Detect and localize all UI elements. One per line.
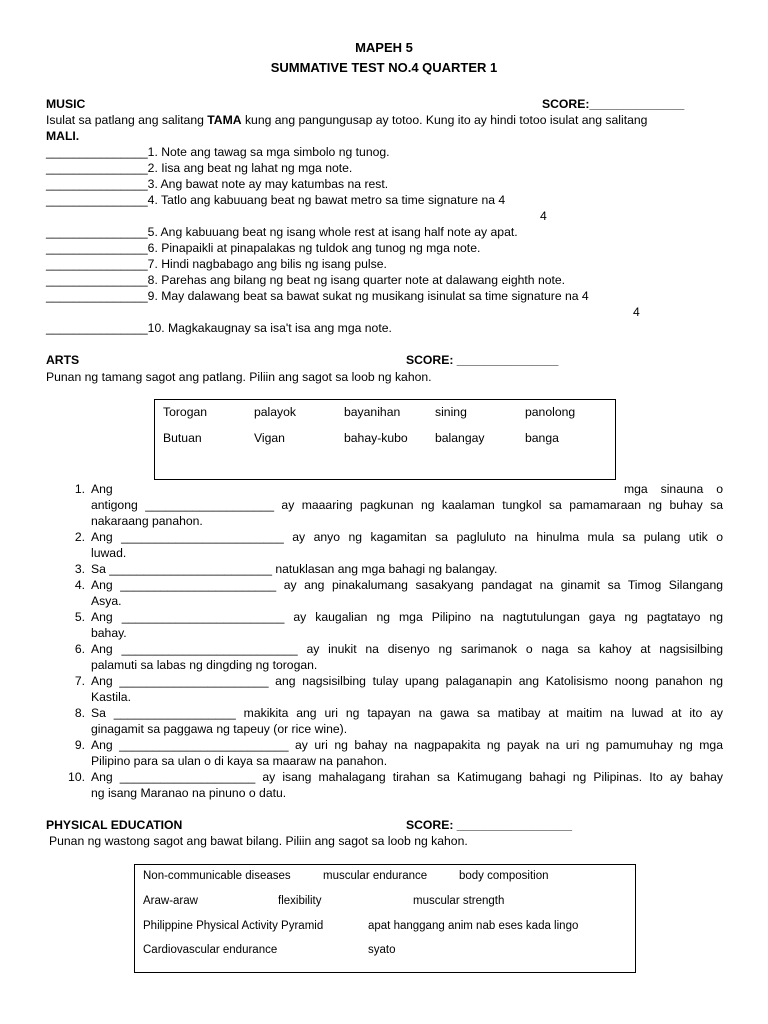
music-item-8: _______________8. Parehas ang bilang ng beat ng isang quarter note at dalawang eighth note. [46, 273, 566, 287]
pe-instruction: Punan ng wastong sagot ang bawat bilang. Piliin ang sagot sa loob ng kahon. [49, 834, 468, 848]
arts-item-7-line1: Ang ______________________ ang nagsisilbing tulay upang palaganapin ang Katolisismo noong panahon ng [91, 674, 723, 688]
arts-choice: palayok [254, 405, 297, 419]
arts-choice: bahay-kubo [344, 431, 408, 445]
arts-item-8-line1: Sa __________________ makikita ang uri ng tapayan na gawa sa matibay at maitim na luwad at ito ay [91, 706, 723, 720]
arts-item-8-line2: ginagamit sa paggawa ng tapeuy (or rice wine). [91, 722, 348, 736]
arts-item-number: 7. [74, 674, 85, 688]
arts-item-1-line3: nakaraang panahon. [91, 514, 203, 528]
arts-choice: Vigan [254, 431, 285, 445]
arts-item-number: 9. [74, 738, 85, 752]
arts-item-1-start: Ang [91, 482, 113, 496]
arts-item-5-line2: bahay. [91, 626, 127, 640]
arts-choice: panolong [525, 405, 576, 419]
pe-choice: Cardiovascular endurance [143, 944, 278, 956]
arts-choice: sining [435, 405, 467, 419]
pe-choice: syato [368, 944, 396, 956]
arts-item-6-line2: palamuti sa labas ng dingding ng torogan. [91, 658, 318, 672]
music-item-9-denominator: 4 [633, 305, 640, 319]
music-score: SCORE:______________ [542, 97, 685, 111]
arts-item-number: 3. [74, 562, 85, 576]
music-instruction-text: Isulat sa patlang ang salitang [46, 113, 208, 127]
arts-item-number: 2. [74, 530, 85, 544]
arts-item-10-line2: ng isang Maranao na pinuno o datu. [91, 786, 287, 800]
arts-score: SCORE: _______________ [406, 353, 559, 367]
arts-item-4-line2: Asya. [91, 594, 122, 608]
arts-item-6-line1: Ang __________________________ ay inukit na disenyo ng sarimanok o naga sa kahoy at nagsisilbing [91, 642, 723, 656]
music-instruction-text-b: kung ang pangungusap ay totoo. Kung ito ay hindi totoo isulat ang salitang [241, 113, 648, 127]
pe-choice: Philippine Physical Activity Pyramid [143, 920, 324, 932]
music-item-6: _______________6. Pinapaikli at pinapalakas ng tuldok ang tunog ng mga note. [46, 241, 481, 255]
arts-choice: balangay [435, 431, 485, 445]
pe-choice: flexibility [278, 895, 322, 907]
arts-item-2-line1: Ang ________________________ ay anyo ng kagamitan sa pagluluto na hinulma mula sa pulang utik o [91, 530, 723, 544]
music-item-2: _______________2. Iisa ang beat ng lahat ng mga note. [46, 161, 353, 175]
pe-choice: Non-communicable diseases [143, 870, 291, 882]
arts-item-5-line1: Ang ________________________ ay kaugalian ng mga Pilipino na nagtutulungan gaya ng pagtatayo ng [91, 610, 723, 624]
arts-item-number: 8. [74, 706, 85, 720]
arts-item-9-line1: Ang _________________________ ay uri ng bahay na nagpapakita ng payak na uri ng pamumuhay ng mga [91, 738, 723, 752]
arts-choice: Butuan [163, 431, 202, 445]
pe-score: SCORE: _________________ [406, 818, 573, 832]
music-instruction-tama: TAMA [207, 113, 242, 127]
arts-item-number: 4. [74, 578, 85, 592]
arts-item-10-line1: Ang ____________________ ay isang mahalagang tirahan sa Katimugang bahagi ng Pilipinas. Ito ay bahay [91, 770, 723, 784]
music-item-4: _______________4. Tatlo ang kabuuang beat ng bawat metro sa time signature na 4 [46, 193, 506, 207]
pe-choice: Araw-araw [143, 895, 198, 907]
music-item-4-denominator: 4 [540, 209, 547, 223]
arts-item-1-line2: antigong ___________________ ay maaaring pagkunan ng kaalaman tungkol sa pamamaraan ng buhay sa [91, 498, 723, 512]
music-item-1: _______________1. Note ang tawag sa mga simbolo ng tunog. [46, 145, 390, 159]
music-instruction-mali: MALI. [46, 129, 80, 143]
music-item-10: _______________10. Magkakaugnay sa isa't isa ang mga note. [46, 321, 392, 335]
pe-choice: muscular strength [413, 895, 505, 907]
music-item-3: _______________3. Ang bawat note ay may katumbas na rest. [46, 177, 389, 191]
music-item-9: _______________9. May dalawang beat sa bawat sukat ng musikang isinulat sa time signature na 4 [46, 289, 589, 303]
music-heading: MUSIC [46, 97, 86, 111]
subject-title: MAPEH 5 [355, 40, 413, 55]
test-title: SUMMATIVE TEST NO.4 QUARTER 1 [270, 60, 498, 75]
pe-heading: PHYSICAL EDUCATION [46, 818, 183, 832]
arts-item-number: 1. [74, 482, 85, 496]
arts-choice: banga [525, 431, 559, 445]
arts-item-number: 5. [74, 610, 85, 624]
music-item-5: _______________5. Ang kabuuang beat ng isang whole rest at isang half note ay apat. [46, 225, 518, 239]
music-instruction [46, 112, 647, 128]
arts-item-7-line2: Kastila. [91, 690, 131, 704]
arts-instruction: Punan ng tamang sagot ang patlang. Piliin ang sagot sa loob ng kahon. [46, 370, 432, 384]
arts-choice: Torogan [163, 405, 208, 419]
pe-choice: apat hanggang anim nab eses kada lingo [368, 920, 579, 932]
pe-choice: muscular endurance [323, 870, 428, 882]
arts-item-2-line2: luwad. [91, 546, 127, 560]
arts-item-1-end: mga sinauna o [624, 482, 723, 496]
arts-choice: bayanihan [344, 405, 401, 419]
arts-item-9-line2: Pilipino para sa ulan o di kaya sa maaraw na panahon. [91, 754, 388, 768]
arts-item-number: 10. [68, 770, 85, 784]
music-item-7: _______________7. Hindi nagbabago ang bilis ng isang pulse. [46, 257, 387, 271]
arts-heading: ARTS [46, 353, 80, 367]
arts-item-4-line1: Ang _______________________ ay ang pinakalumang sasakyang pandagat na ginamit sa Timog Silangang [91, 578, 723, 592]
arts-item-number: 6. [74, 642, 85, 656]
arts-item-3-line1: Sa ________________________ natuklasan ang mga bahagi ng balangay. [91, 562, 498, 576]
pe-choice: body composition [459, 870, 549, 882]
